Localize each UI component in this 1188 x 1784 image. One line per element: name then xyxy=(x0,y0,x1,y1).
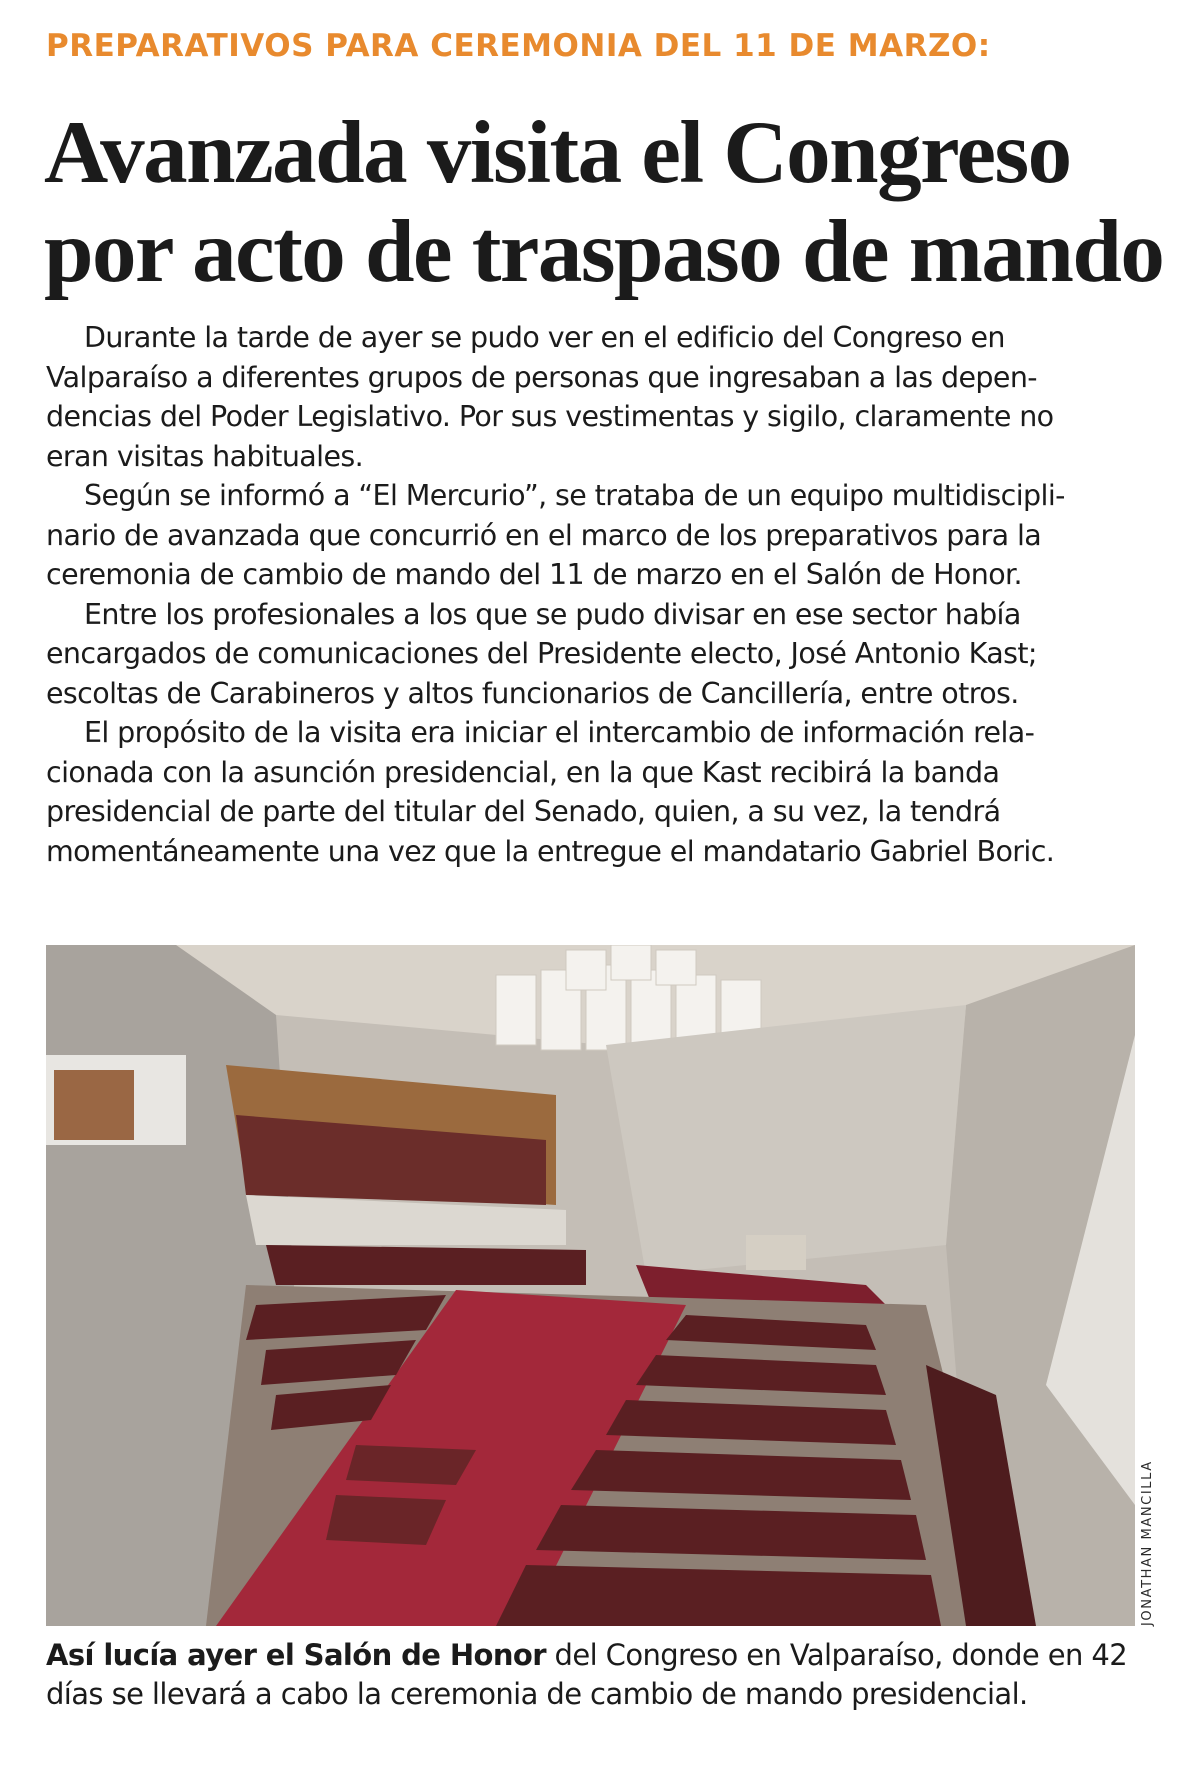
paragraph xyxy=(46,713,1126,871)
caption-line: días se llevará a cabo la ceremonia de cambio de mando presidencial. xyxy=(46,1677,1028,1711)
photo-caption xyxy=(46,1636,1136,1714)
article-body xyxy=(46,318,1126,871)
headline-line: por acto de traspaso de mando xyxy=(44,203,1164,301)
hall-photo xyxy=(46,945,1135,1626)
headline xyxy=(44,104,1164,302)
paragraph xyxy=(46,318,1126,476)
headline-line: Avanzada visita el Congreso xyxy=(44,104,1071,202)
body-line: nario de avanzada que concurrió en el marco de los preparativos para la xyxy=(46,518,1042,552)
caption-rest: del Congreso en Valparaíso, donde en 42 xyxy=(545,1638,1128,1672)
paragraph xyxy=(46,476,1126,595)
body-line: eran visitas habituales. xyxy=(46,439,364,473)
body-line: presidencial de parte del titular del Senado, quien, a su vez, la tendrá xyxy=(46,795,1001,828)
kicker: PREPARATIVOS PARA CEREMONIA DEL 11 DE MARZO: xyxy=(46,28,991,64)
photo-credit: JONATHAN MANCILLA xyxy=(1140,1460,1155,1626)
caption-bold-lead: Así lucía ayer el Salón de Honor xyxy=(46,1638,546,1672)
body-line: ceremonia de cambio de mando del 11 de marzo en el Salón de Honor. xyxy=(46,558,1023,591)
salon-de-honor-illustration xyxy=(46,945,1135,1626)
body-line: encargados de comunicaciones del Presidente electo, José Antonio Kast; xyxy=(46,637,1037,670)
body-line: Durante la tarde de ayer se pudo ver en el edificio del Congreso en xyxy=(84,321,1005,354)
body-line: momentáneamente una vez que la entregue el mandatario Gabriel Boric. xyxy=(46,834,1055,868)
body-line: Valparaíso a diferentes grupos de personas que ingresaban a las depen- xyxy=(46,360,1037,394)
paragraph xyxy=(46,595,1126,714)
body-line: dencias del Poder Legislativo. Por sus vestimentas y sigilo, claramente no xyxy=(46,400,1054,433)
body-line: Según se informó a “El Mercurio”, se trataba de un equipo multidiscipli- xyxy=(84,479,1065,512)
body-line: escoltas de Carabineros y altos funcionarios de Cancillería, entre otros. xyxy=(46,676,1019,710)
body-line: Entre los profesionales a los que se pudo divisar en ese sector había xyxy=(84,597,1021,631)
caption-line xyxy=(46,1636,1136,1675)
body-line: El propósito de la visita era iniciar el intercambio de información rela- xyxy=(84,716,1035,749)
body-line: cionada con la asunción presidencial, en la que Kast recibirá la banda xyxy=(46,755,1000,789)
